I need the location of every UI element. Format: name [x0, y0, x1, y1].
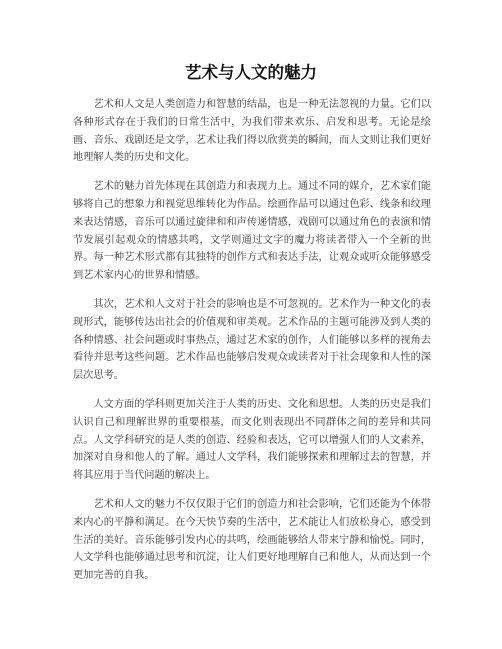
paragraph-3: 其次，艺术和人文对于社会的影响也是不可忽视的。艺术作为一种文化的表现形式，能够传达出社会的价值观和审美观。艺术作品的主题可能涉及到人类的各种情感、社会问题或时事热点，通过艺术家的创作，人们能够以多样的视角去看待并思考这些问题。艺术作品也能够启发观众或读者对于社会现象和人性的深层次思考。 [73, 298, 431, 382]
paragraph-4: 人文方面的学科则更加关注于人类的历史、文化和思想。人类的历史是我们认识自己和理解世界的重要根基，而文化则表现出不同群体之间的差异和共同点。人文学科研究的是人类的创造、经验和表达，它可以增强人们的人文素养，加深对自身和他人的了解。通过人文学科，我们能够探索和理解过去的智慧，并将其应用于当代问题的解决上。 [73, 398, 431, 482]
paragraph-1: 艺术和人文是人类创造力和智慧的结晶，也是一种无法忽视的力量。它们以各种形式存在于我们的日常生活中，为我们带来欢乐、启发和思考。无论是绘画、音乐、戏剧还是文学，艺术让我们得以欣赏美的瞬间，而人文则让我们更好地理解人类的历史和文化。 [73, 99, 431, 164]
paragraph-5: 艺术和人文的魅力不仅仅限于它们的创造力和社会影响，它们还能为个体带来内心的平静和满足。在今天快节奏的生活中，艺术能让人们放松身心，感受到生活的美好。音乐能够引发内心的共鸣，绘画能够给人带来宁静和愉悦。同时，人文学科也能够通过思考和沉淀，让人们更好地理解自己和他人，从而达到一个更加完善的自我。 [73, 498, 431, 582]
paragraph-2: 艺术的魅力首先体现在其创造力和表现力上。通过不同的媒介，艺术家们能够将自己的想象力和视觉思维转化为作品。绘画作品可以通过色彩、线条和纹理来表达情感，音乐可以通过旋律和和声传递情感，戏剧可以通过角色的表演和情节发展引起观众的情感共鸣，文学则通过文字的魔力将读者带入一个全新的世界。每一种艺术形式都有其独特的创作方式和表达手法，让观众或听众能够感受到艺术家内心的世界和情感。 [73, 181, 431, 282]
document-title: 艺术与人文的魅力 [185, 63, 317, 82]
document-body [73, 96, 431, 596]
